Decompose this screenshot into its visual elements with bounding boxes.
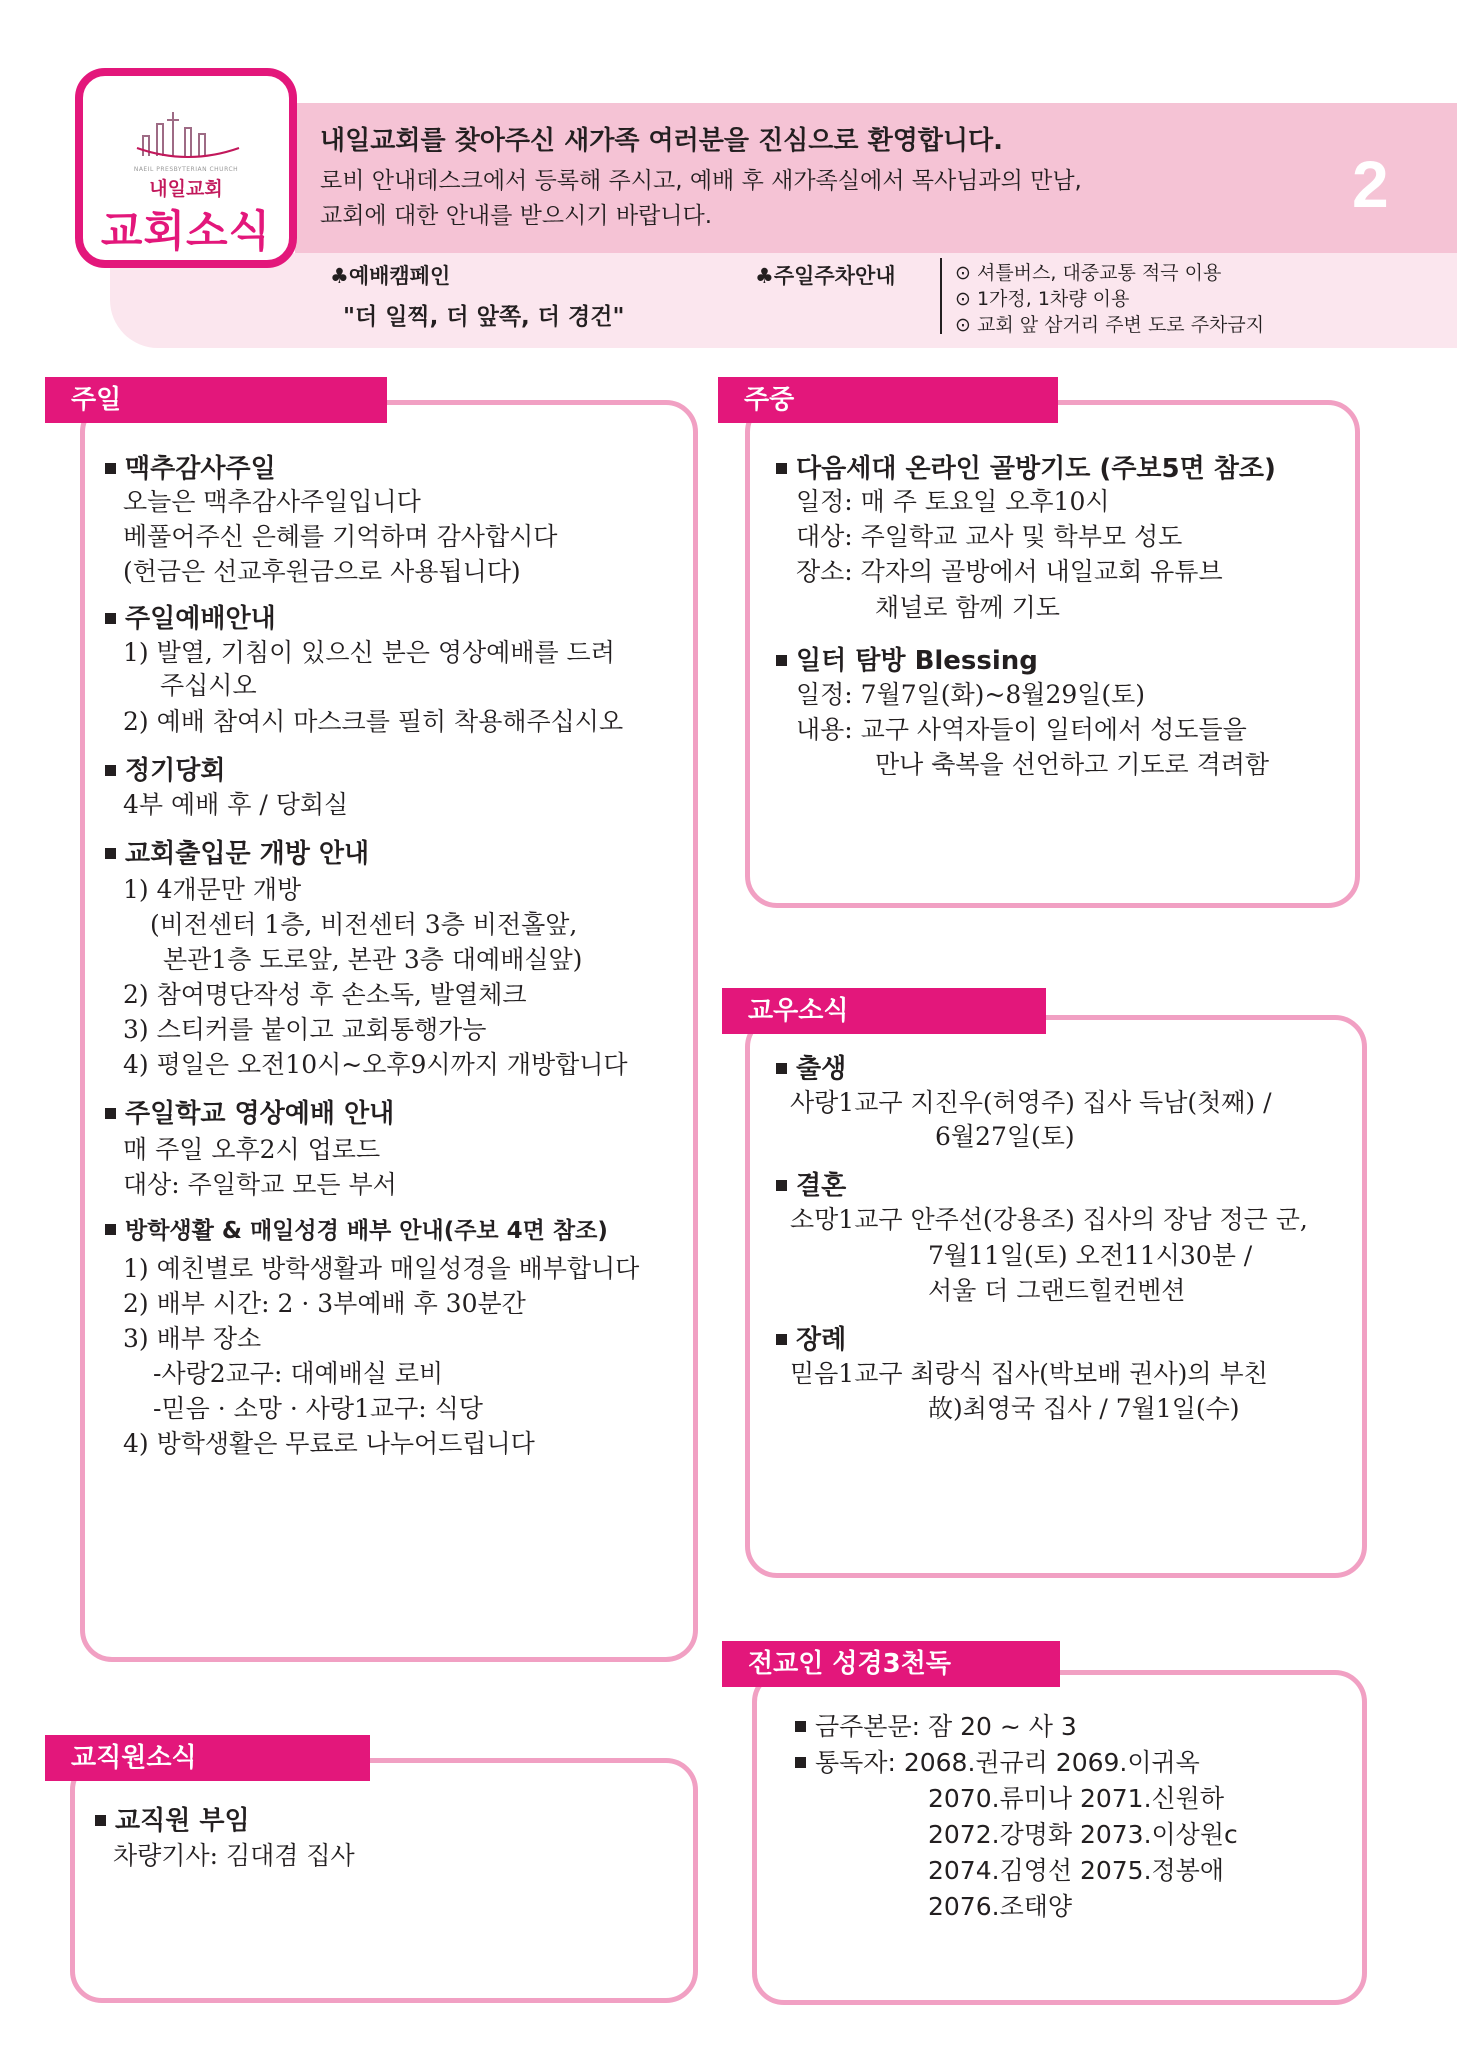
bible-item-text — [928, 1779, 1224, 1815]
line-text: 방학생활 & 매일성경 배부 안내(주보 4면 참조) — [125, 1218, 608, 1244]
sunday-item-heading — [105, 598, 276, 635]
line-text: 다음세대 온라인 골방기도 (주보5면 참조) — [796, 454, 1276, 484]
page-number: 2 — [1352, 147, 1389, 221]
bullet-icon — [95, 1815, 106, 1826]
sunday-item-heading — [105, 750, 225, 787]
sunday-item-text — [123, 1249, 639, 1285]
line-text: 금주본문: 잠 20 ~ 사 3 — [815, 1712, 1077, 1741]
line-text: 대상: 주일학교 교사 및 학부모 성도 — [796, 522, 1183, 551]
sunday-item-text — [123, 785, 348, 821]
line-text: 소망1교구 안주선(강용조) 집사의 장남 정근 군, — [790, 1205, 1308, 1234]
line-text: 1) 발열, 기침이 있으신 분은 영상예배를 드려 — [123, 638, 615, 667]
line-text: (비전센터 1층, 비전센터 3층 비전홀앞, — [150, 910, 578, 939]
bullet-icon — [795, 1757, 806, 1768]
parking-item: ⊙ 1가정, 1차량 이용 — [955, 288, 1130, 310]
bullet-icon — [776, 1334, 787, 1345]
line-text: 2) 참여명단작성 후 손소독, 발열체크 — [123, 980, 527, 1009]
line-text: 7월11일(토) 오전11시30분 / — [928, 1241, 1253, 1270]
line-text: 3) 스티커를 붙이고 교회통행가능 — [123, 1015, 487, 1044]
line-text: 교회출입문 개방 안내 — [125, 839, 370, 869]
bullet-icon — [105, 613, 116, 624]
line-text: 출생 — [796, 1054, 847, 1084]
weekday-header: 주중 — [718, 377, 1058, 423]
church-logo-icon — [133, 106, 243, 158]
line-text: 믿음1교구 최랑식 집사(박보배 권사)의 부친 — [790, 1359, 1268, 1388]
line-text: 2) 배부 시간: 2 · 3부예배 후 30분간 — [123, 1289, 526, 1318]
line-text: 만나 축복을 선언하고 기도로 격려함 — [875, 750, 1270, 779]
line-text: 매 주일 오후2시 업로드 — [123, 1135, 381, 1164]
line-text: 1) 예친별로 방학생활과 매일성경을 배부합니다 — [123, 1254, 640, 1283]
line-text: 3) 배부 장소 — [123, 1324, 262, 1353]
line-text: 주일학교 영상예배 안내 — [125, 1099, 395, 1129]
line-text: 대상: 주일학교 모든 부서 — [123, 1170, 397, 1199]
members-item-heading — [776, 1048, 846, 1085]
line-text: 주일예배안내 — [125, 604, 276, 634]
members-item-text — [928, 1389, 1240, 1425]
sunday-item-heading — [105, 448, 276, 485]
staff-item-text — [113, 1836, 355, 1872]
staff-header: 교직원소식 — [45, 1735, 370, 1781]
sunday-item-text — [153, 1389, 483, 1425]
members-item-heading — [776, 1319, 846, 1356]
line-text: 2070.류미나 2071.신원하 — [928, 1784, 1224, 1813]
bullet-icon — [105, 463, 116, 474]
welcome-title: 내일교회를 찾아주신 새가족 여러분을 진심으로 환영합니다. — [320, 126, 1004, 156]
line-text: 2074.김영선 2075.정봉애 — [928, 1856, 1224, 1885]
line-text: 1) 4개문만 개방 — [123, 875, 302, 904]
line-text: 교직원 부임 — [115, 1806, 250, 1836]
page-title: 교회소식 — [100, 207, 272, 257]
members-item-text — [790, 1354, 1268, 1390]
line-text: 4) 방학생활은 무료로 나누어드립니다 — [123, 1429, 535, 1458]
welcome-line-2: 교회에 대한 안내를 받으시기 바랍니다. — [320, 203, 713, 229]
members-item-text — [790, 1200, 1308, 1236]
line-text: 장소: 각자의 골방에서 내일교회 유튜브 — [796, 557, 1223, 586]
line-text: 내용: 교구 사역자들이 일터에서 성도들을 — [796, 715, 1247, 744]
line-text: 故)최영국 집사 / 7월1일(수) — [928, 1394, 1240, 1423]
bullet-icon — [105, 848, 116, 859]
sunday-item-text — [123, 1045, 628, 1081]
parking-heading: ♣주일주차안내 — [755, 264, 896, 288]
line-text: 맥추감사주일 — [125, 454, 276, 484]
sunday-item-text — [123, 1284, 526, 1320]
bullet-icon — [105, 1224, 116, 1235]
parking-divider — [940, 258, 942, 334]
line-text: 정기당회 — [125, 756, 226, 786]
line-text: 2072.강명화 2073.이상원c — [928, 1820, 1238, 1849]
line-text: 통독자: 2068.권규리 2069.이귀옥 — [815, 1748, 1200, 1777]
weekday-item-text — [796, 552, 1223, 588]
line-text: 오늘은 맥추감사주일입니다 — [123, 487, 421, 516]
weekday-item-heading — [776, 640, 1038, 677]
sunday-item-text — [123, 633, 615, 669]
weekday-item-text — [796, 517, 1182, 553]
weekday-item-text — [796, 675, 1145, 711]
sunday-item-text — [123, 1424, 535, 1460]
bible-item-text — [928, 1887, 1072, 1923]
members-item-text — [928, 1236, 1252, 1272]
parking-item: ⊙ 교회 앞 삼거리 주변 도로 주차금지 — [955, 314, 1265, 336]
line-text: 베풀어주신 은혜를 기억하며 감사합시다 — [123, 522, 558, 551]
church-logo — [75, 68, 297, 268]
sunday-item-text — [123, 975, 527, 1011]
members-item-text — [928, 1271, 1185, 1307]
bullet-icon — [795, 1721, 806, 1732]
line-text: 채널로 함께 기도 — [875, 593, 1060, 622]
line-text: (헌금은 선교후원금으로 사용됩니다) — [123, 557, 521, 586]
bible-item-text — [928, 1815, 1238, 1851]
bullet-icon — [105, 765, 116, 776]
sunday-item-text — [123, 552, 521, 588]
members-item-heading — [776, 1165, 846, 1202]
bible-item-text — [795, 1743, 1200, 1779]
line-text: 결혼 — [796, 1171, 847, 1201]
sunday-header: 주일 — [45, 377, 387, 423]
line-text: 2) 예배 참여시 마스크를 필히 착용해주십시오 — [123, 707, 624, 736]
line-text: -믿음 · 소망 · 사랑1교구: 식당 — [153, 1394, 483, 1423]
sunday-item-text — [123, 517, 557, 553]
sunday-item-heading — [105, 1093, 394, 1130]
members-item-text — [790, 1083, 1272, 1119]
line-text: 4) 평일은 오전10시~오후9시까지 개방합니다 — [123, 1050, 628, 1079]
logo-name: 내일교회 — [149, 178, 223, 200]
staff-item-heading — [95, 1800, 250, 1837]
sunday-item-text — [123, 1165, 397, 1201]
sunday-item-text — [123, 1130, 380, 1166]
staff-panel — [70, 1758, 698, 2003]
logo-subtitle: NAEIL PRESBYTERIAN CHURCH — [133, 166, 239, 173]
bullet-icon — [776, 1063, 787, 1074]
sunday-item-text — [163, 940, 582, 976]
weekday-item-text — [796, 482, 1110, 518]
sunday-item-heading — [105, 1212, 608, 1245]
weekday-item-text — [875, 588, 1060, 624]
sunday-item-text — [160, 666, 257, 702]
sunday-item-text — [153, 1354, 443, 1390]
campaign-text: "더 일찍, 더 앞쪽, 더 경건" — [343, 304, 625, 330]
sunday-item-heading — [105, 833, 369, 870]
sunday-item-text — [123, 1010, 486, 1046]
bullet-icon — [776, 655, 787, 666]
weekday-item-text — [796, 710, 1247, 746]
welcome-line-1: 로비 안내데스크에서 등록해 주시고, 예배 후 새가족실에서 목사님과의 만남, — [320, 168, 1082, 194]
sunday-item-text — [123, 870, 301, 906]
sunday-item-text — [123, 1319, 261, 1355]
bullet-icon — [776, 463, 787, 474]
members-header: 교우소식 — [722, 988, 1046, 1034]
line-text: 서울 더 그랜드힐컨벤션 — [928, 1276, 1186, 1305]
weekday-item-text — [875, 745, 1269, 781]
sunday-item-text — [123, 702, 623, 738]
bible-item-text — [928, 1851, 1224, 1887]
line-text: 2076.조태양 — [928, 1892, 1073, 1921]
line-text: 주십시오 — [160, 671, 257, 700]
sunday-item-text — [150, 905, 577, 941]
line-text: 4부 예배 후 / 당회실 — [123, 790, 349, 819]
bullet-icon — [776, 1180, 787, 1191]
line-text: 일터 탐방 Blessing — [796, 646, 1038, 676]
sunday-item-text — [123, 482, 421, 518]
line-text: 6월27일(토) — [935, 1122, 1075, 1151]
parking-item: ⊙ 셔틀버스, 대중교통 적극 이용 — [955, 262, 1222, 284]
weekday-item-heading — [776, 448, 1276, 485]
campaign-heading: ♣예배캠페인 — [330, 264, 451, 288]
line-text: -사랑2교구: 대예배실 로비 — [153, 1359, 444, 1388]
bible-header: 전교인 성경3천독 — [722, 1641, 1060, 1687]
line-text: 장례 — [796, 1325, 847, 1355]
line-text: 일정: 매 주 토요일 오후10시 — [796, 487, 1110, 516]
bullet-icon — [105, 1108, 116, 1119]
line-text: 일정: 7월7일(화)~8월29일(토) — [796, 680, 1146, 709]
bible-item-text — [795, 1707, 1077, 1743]
line-text: 본관1층 도로앞, 본관 3층 대예배실앞) — [163, 945, 583, 974]
line-text: 차량기사: 김대겸 집사 — [113, 1841, 355, 1870]
members-item-text — [935, 1117, 1075, 1153]
line-text: 사랑1교구 지진우(허영주) 집사 득남(첫째) / — [790, 1088, 1272, 1117]
